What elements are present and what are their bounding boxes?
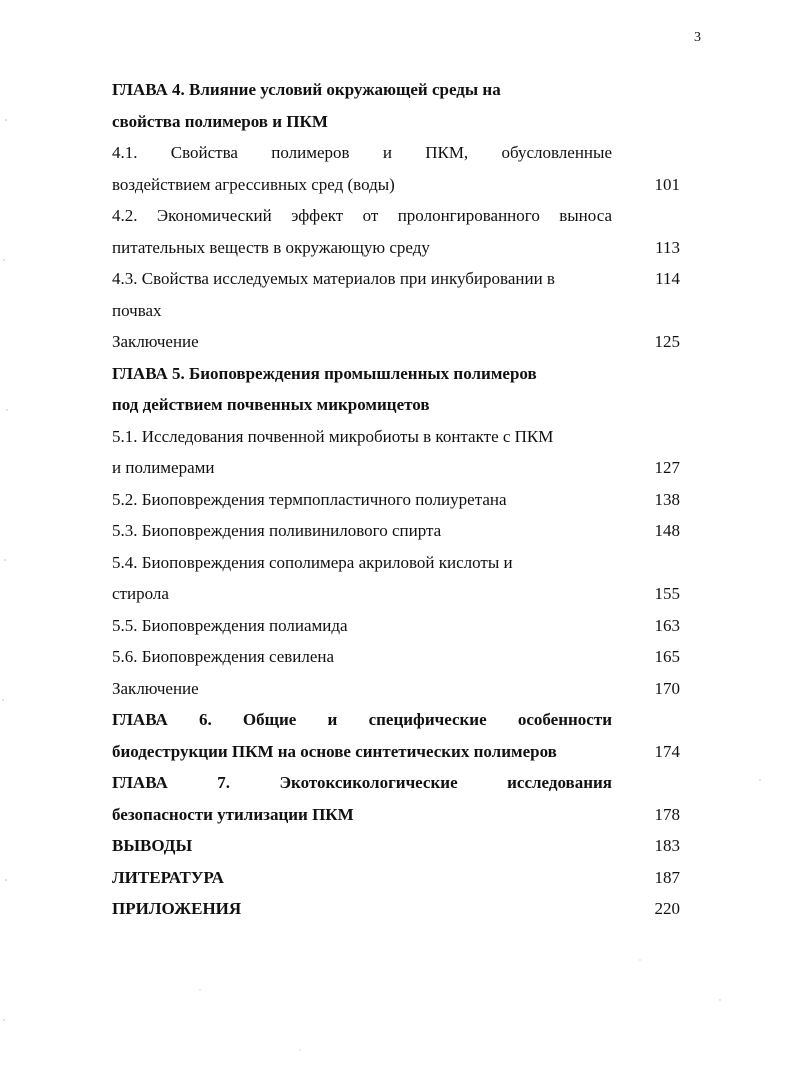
toc-text: 5.4. Биоповреждения сополимера акриловой кислоты и [112, 552, 513, 572]
toc-text: под действием почвенных микромицетов [112, 395, 430, 414]
toc-text: ПРИЛОЖЕНИЯ [112, 899, 242, 918]
toc-conclusion-4 [112, 326, 680, 358]
toc-section-4-3-line-2 [112, 295, 680, 327]
toc-page-number: 174 [654, 741, 680, 761]
toc-chapter-5-line-2 [112, 389, 680, 421]
toc-section-4-2-line-2 [112, 232, 680, 264]
toc-page-number: 127 [654, 458, 680, 477]
toc-text: Заключение [112, 678, 199, 698]
toc-page-number: 183 [654, 836, 680, 855]
toc-text: стирола [112, 584, 169, 603]
toc-text: ГЛАВА 4. Влияние условий окружающей среды на [112, 80, 501, 99]
toc-text: 5.2. Биоповреждения термпопластичного полиуретана [112, 489, 507, 509]
toc-chapter-5-line-1 [112, 358, 680, 390]
toc-section-5-1-line-1 [112, 421, 680, 453]
toc-text: питательных веществ в окружающую среду [112, 237, 430, 257]
toc-text: 4.1. Свойства полимеров и ПКМ, обусловленные [112, 143, 612, 162]
toc-page-number: 113 [655, 237, 680, 257]
toc-text: ГЛАВА 5. Биоповреждения промышленных полимеров [112, 363, 537, 383]
toc-page-number: 125 [654, 332, 680, 351]
toc-text: 5.3. Биоповреждения поливинилового спирта [112, 521, 442, 540]
toc-text: и полимерами [112, 458, 215, 477]
toc-page-number: 101 [654, 174, 680, 194]
toc-page-number: 138 [654, 489, 680, 509]
toc-section-5-2 [112, 484, 680, 516]
toc-section-5-4-line-2 [112, 578, 680, 610]
toc-text: 4.2. Экономический эффект от пролонгированного выноса [112, 206, 612, 225]
toc-section-4-1-line-1 [112, 137, 680, 169]
toc-page-number: 114 [655, 269, 680, 288]
toc-text: 5.6. Биоповреждения севилена [112, 647, 335, 666]
toc-page-number: 163 [654, 615, 680, 635]
toc-literature [112, 862, 680, 894]
toc-section-5-5 [112, 610, 680, 642]
toc-chapter-6-line-2 [112, 736, 680, 768]
table-of-contents [112, 74, 680, 925]
toc-chapter-7-line-2 [112, 799, 680, 831]
toc-section-4-1-line-2 [112, 169, 680, 201]
toc-section-5-1-line-2 [112, 452, 680, 484]
toc-section-5-4-line-1 [112, 547, 680, 579]
toc-text: ЛИТЕРАТУРА [112, 867, 224, 887]
toc-chapter-4-line-2 [112, 106, 680, 138]
toc-page-number: 165 [654, 647, 680, 666]
toc-section-5-6 [112, 641, 680, 673]
toc-chapter-4-line-1 [112, 74, 680, 106]
toc-page-number: 170 [654, 678, 680, 698]
toc-text: 5.1. Исследования почвенной микробиоты в контакте с ПКМ [112, 426, 554, 446]
toc-conclusion-5 [112, 673, 680, 705]
toc-conclusions [112, 830, 680, 862]
toc-section-4-3-line-1 [112, 263, 680, 295]
toc-page-number: 178 [654, 804, 680, 824]
toc-page-number: 155 [654, 584, 680, 603]
toc-text: ГЛАВА 7. Экотоксикологические исследования [112, 773, 612, 792]
toc-text: ВЫВОДЫ [112, 836, 193, 855]
toc-appendices [112, 893, 680, 925]
toc-chapter-7-line-1 [112, 767, 680, 799]
toc-text: безопасности утилизации ПКМ [112, 804, 354, 824]
toc-text: 5.5. Биоповреждения полиамида [112, 615, 348, 635]
toc-text: 4.3. Свойства исследуемых материалов при инкубировании в [112, 269, 555, 288]
toc-page-number: 220 [654, 899, 680, 918]
toc-text: биодеструкции ПКМ на основе синтетических полимеров [112, 741, 557, 761]
toc-section-4-2-line-1 [112, 200, 680, 232]
toc-text: Заключение [112, 332, 199, 351]
toc-section-5-3 [112, 515, 680, 547]
page-number: 3 [694, 30, 701, 45]
toc-text: воздействием агрессивных сред (воды) [112, 174, 395, 194]
toc-chapter-6-line-1 [112, 704, 680, 736]
toc-text: почвах [112, 300, 162, 320]
toc-page-number: 187 [654, 867, 680, 887]
toc-text: ГЛАВА 6. Общие и специфические особенности [112, 710, 612, 729]
toc-page-number: 148 [654, 521, 680, 540]
toc-text: свойства полимеров и ПКМ [112, 111, 328, 131]
